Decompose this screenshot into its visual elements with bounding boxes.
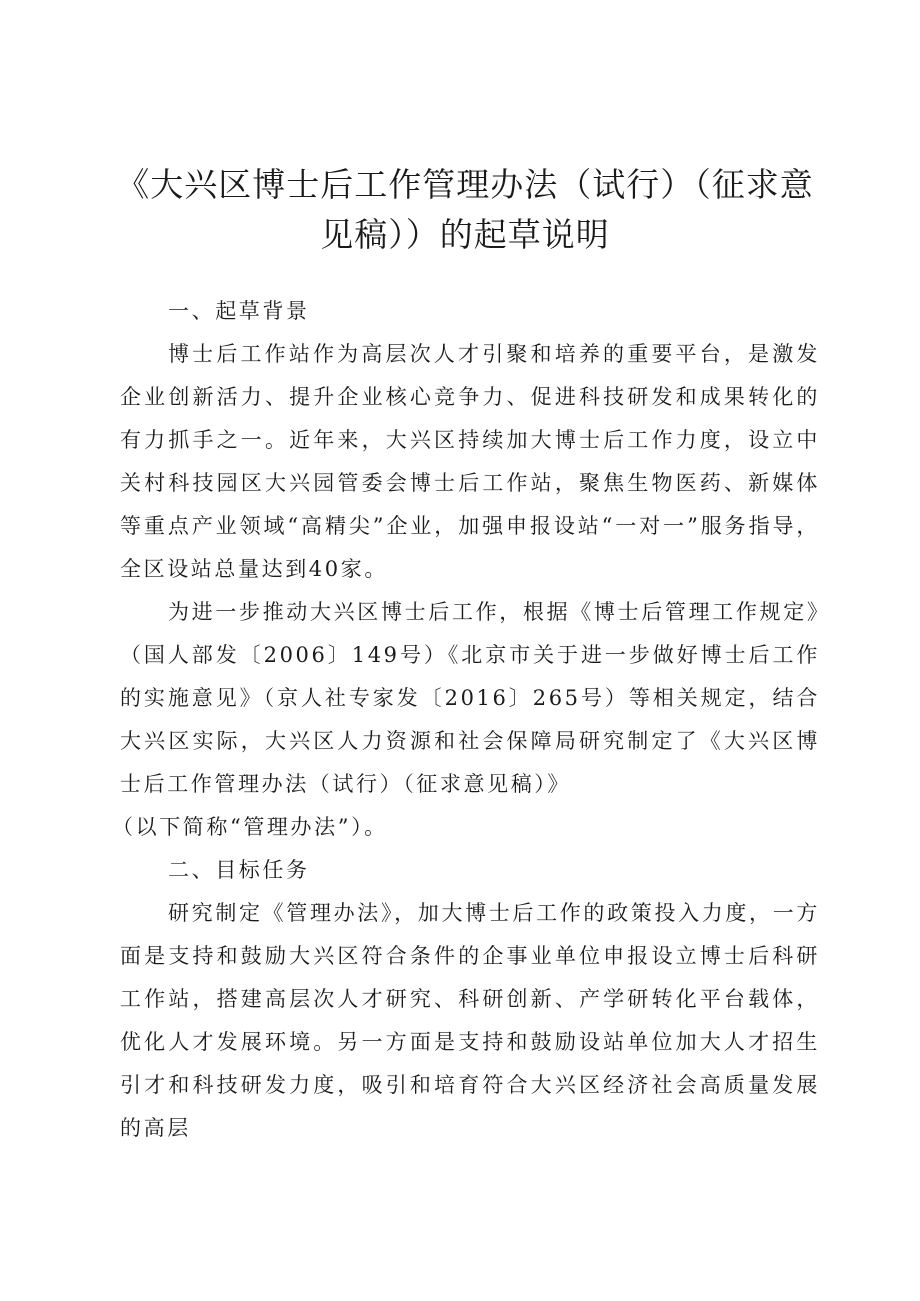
section-heading-goals: 二、目标任务 [168, 858, 310, 882]
document-title: 《大兴区博士后工作管理办法（试行）（征求意见稿））的起草说明 [116, 165, 814, 254]
section-heading-background: 一、起草背景 [168, 299, 310, 323]
document-body [112, 290, 820, 1150]
paragraph-background-1: 博士后工作站作为高层次人才引聚和培养的重要平台，是激发企业创新活力、提升企业核心竞争力、促进科技研发和成果转化的有力抓手之一。近年来，大兴区持续加大博士后工作力度，设立中关村科技园区大兴园管委会博士后工作站，聚焦生物医药、新媒体等重点产业领域“高精尖”企业，加强申报设站“一对一”服务指导，全区设站总量达到40家。 [120, 342, 820, 581]
paragraph-background-2: 为进一步推动大兴区博士后工作，根据《博士后管理工作规定》（国人部发〔2006〕149号）《北京市关于进一步做好博士后工作的实施意见》（京人社专家发〔2016〕265号）等相关规定，结合大兴区实际，大兴区人力资源和社会保障局研究制定了《大兴区博士后工作管理办法（试行）（征求意见稿）》 [120, 600, 820, 796]
abbreviation-note: （以下简称“管理办法”）。 [112, 815, 388, 839]
paragraph-goals-1: 研究制定《管理办法》，加大博士后工作的政策投入力度，一方面是支持和鼓励大兴区符合条件的企事业单位申报设立博士后科研工作站，搭建高层次人才研究、科研创新、产学研转化平台载体，优化人才发展环境。另一方面是支持和鼓励设站单位加大人才招生引才和科技研发力度，吸引和培育符合大兴区经济社会高质量发展的高层 [120, 901, 820, 1140]
